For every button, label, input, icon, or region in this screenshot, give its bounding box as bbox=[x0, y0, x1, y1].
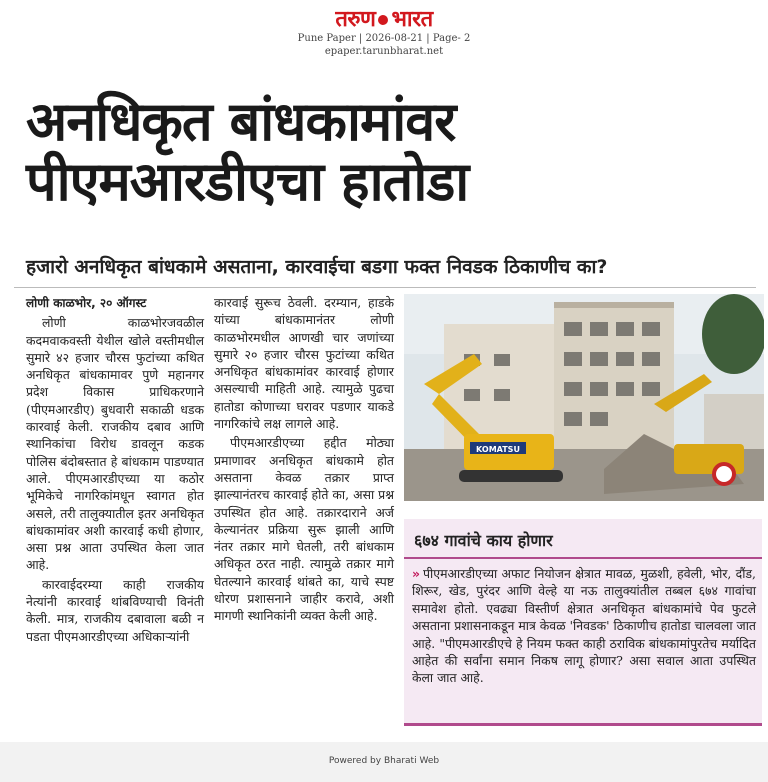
logo-word-left: तरुण bbox=[335, 7, 376, 32]
site-link[interactable]: epaper.tarunbharat.net bbox=[324, 46, 444, 57]
sidebar-body: पीएमआरडीएच्या अफाट नियोजन क्षेत्रात मावळ, मुळशी, हवेली, भोर, दौंड, शिरूर, खेड, पुरंदर आणि वेल्हे या नऊ तालुक्यांतील तब्बल ६७४ गावांचा समावेश होतो. एवढ्या विस्तीर्ण क्षेत्रात अनधिकृत बांधकामांचे पेव फुटले असताना प्रशासनाकडून मात्र केवळ 'निवडक' ठिकाणीच हातोडा चालवला जात आहे. "पीएमआरडीएचे हे नियम फक्त काही ठराविक बांधकामांपुरतेच मर्यादित आहेत की सर्वांना समान निकष लागू होणार? असा सवाल आता उपस्थित केला जात आहे. bbox=[412, 566, 756, 686]
article-headline bbox=[26, 92, 746, 212]
powered-by-link[interactable]: Powered by Bharati Web bbox=[328, 756, 440, 766]
masthead bbox=[0, 0, 768, 70]
headline-line-2: पीएमआरडीएचा हातोडा bbox=[26, 150, 469, 213]
sidebar-title: ६७४ गावांचे काय होणार bbox=[414, 531, 553, 550]
logo-word-right: भारत bbox=[391, 7, 433, 32]
article-column-1 bbox=[26, 294, 204, 647]
paragraph: लोणी काळभोरजवळील कदमवाकवस्ती येथील खोले वस्तीमधील सुमारे ४२ हजार चौरस फुटांच्या कथित अनधिकृत बांधकामावर पुणे महानगर प्रदेश विकास प्राधिकरणाने (पीएमआरडीए) बुधवारी सकाळी धडक कारवाई केली. राजकीय दबाव आणि स्थानिकांचा विरोध डावलून कडक पोलिस बंदोबस्तात हे बांधकाम पाडण्यात आले. पीएमआरडीएच्या या कठोर भूमिकेचे नागरिकांमधून स्वागत होत असले, तरी तालुक्यातील इतर अनधिकृत बांधकामांवर अशी कारवाई कधी होणार, असा प्रश्न आता उपस्थित केला जात आहे. bbox=[26, 315, 204, 573]
newspaper-logo[interactable] bbox=[335, 8, 432, 32]
demolition-photo[interactable] bbox=[404, 294, 764, 501]
sidebar-body-wrapper bbox=[412, 565, 756, 687]
paragraph: पीएमआरडीएच्या हद्दीत मोठ्या प्रमाणावर अनधिकृत बांधकामे होत असताना केवळ तक्रार प्राप्त झाल्यानंतरच कारवाई होते का, असा प्रश्न उपस्थित होत आहे. तक्रारदाराने अर्ज केल्यानंतर प्रक्रिया सुरू झाली आणि नंतर तक्रार मागे घेतली, तरी बांधकाम अधिकृत ठरत नाही. त्यामुळे तक्रार मागे घेतल्याने कारवाई थांबते का, याचे स्पष्ट धोरण प्रशासनाने जाहीर करावे, अशी मागणी स्थानिकांनी व्यक्त केली आहे. bbox=[214, 435, 394, 624]
sidebar-divider bbox=[404, 557, 762, 559]
machine-brand-label: KOMATSU bbox=[476, 445, 520, 454]
double-chevron-icon: » bbox=[412, 566, 421, 581]
paragraph: कारवाई सुरूच ठेवली. दरम्यान, हाडके यांच्या बांधकामानंतर लोणी काळभोरमधील आणखी चार जणांच्या सुमारे २० हजार चौरस फुटांच्या कथित अनधिकृत बांधकामांवर कारवाई होणार असल्याची माहिती आहे. त्यामुळे पुढचा हातोडा कोणाच्या घरावर पडणार याकडे नागरिकांचे लक्ष लागले आहे. bbox=[214, 295, 394, 432]
edition-line: Pune Paper | 2026-08-21 | Page- 2 bbox=[297, 33, 471, 44]
article-subheadline: हजारो अनधिकृत बांधकामे असताना, कारवाईचा बडगा फक्त निवडक ठिकाणीच का? bbox=[26, 256, 608, 278]
sidebar-box bbox=[404, 519, 762, 726]
paragraph: कारवाईदरम्या काही राजकीय नेत्यांनी कारवाई थांबविण्याची विनंती केली. मात्र, राजकीय दबावाला बळी न पडता पीएमआरडीएच्या अधिकाऱ्यांनी bbox=[26, 576, 204, 644]
demolition-photo-illustration bbox=[404, 294, 764, 501]
logo-emblem-icon bbox=[378, 15, 388, 25]
divider bbox=[14, 287, 756, 288]
article-column-2 bbox=[214, 294, 394, 627]
headline-line-1: अनधिकृत बांधकामांवर bbox=[26, 90, 456, 153]
footer bbox=[0, 742, 768, 782]
dateline: लोणी काळभोर, २० ऑगस्ट bbox=[26, 296, 147, 310]
